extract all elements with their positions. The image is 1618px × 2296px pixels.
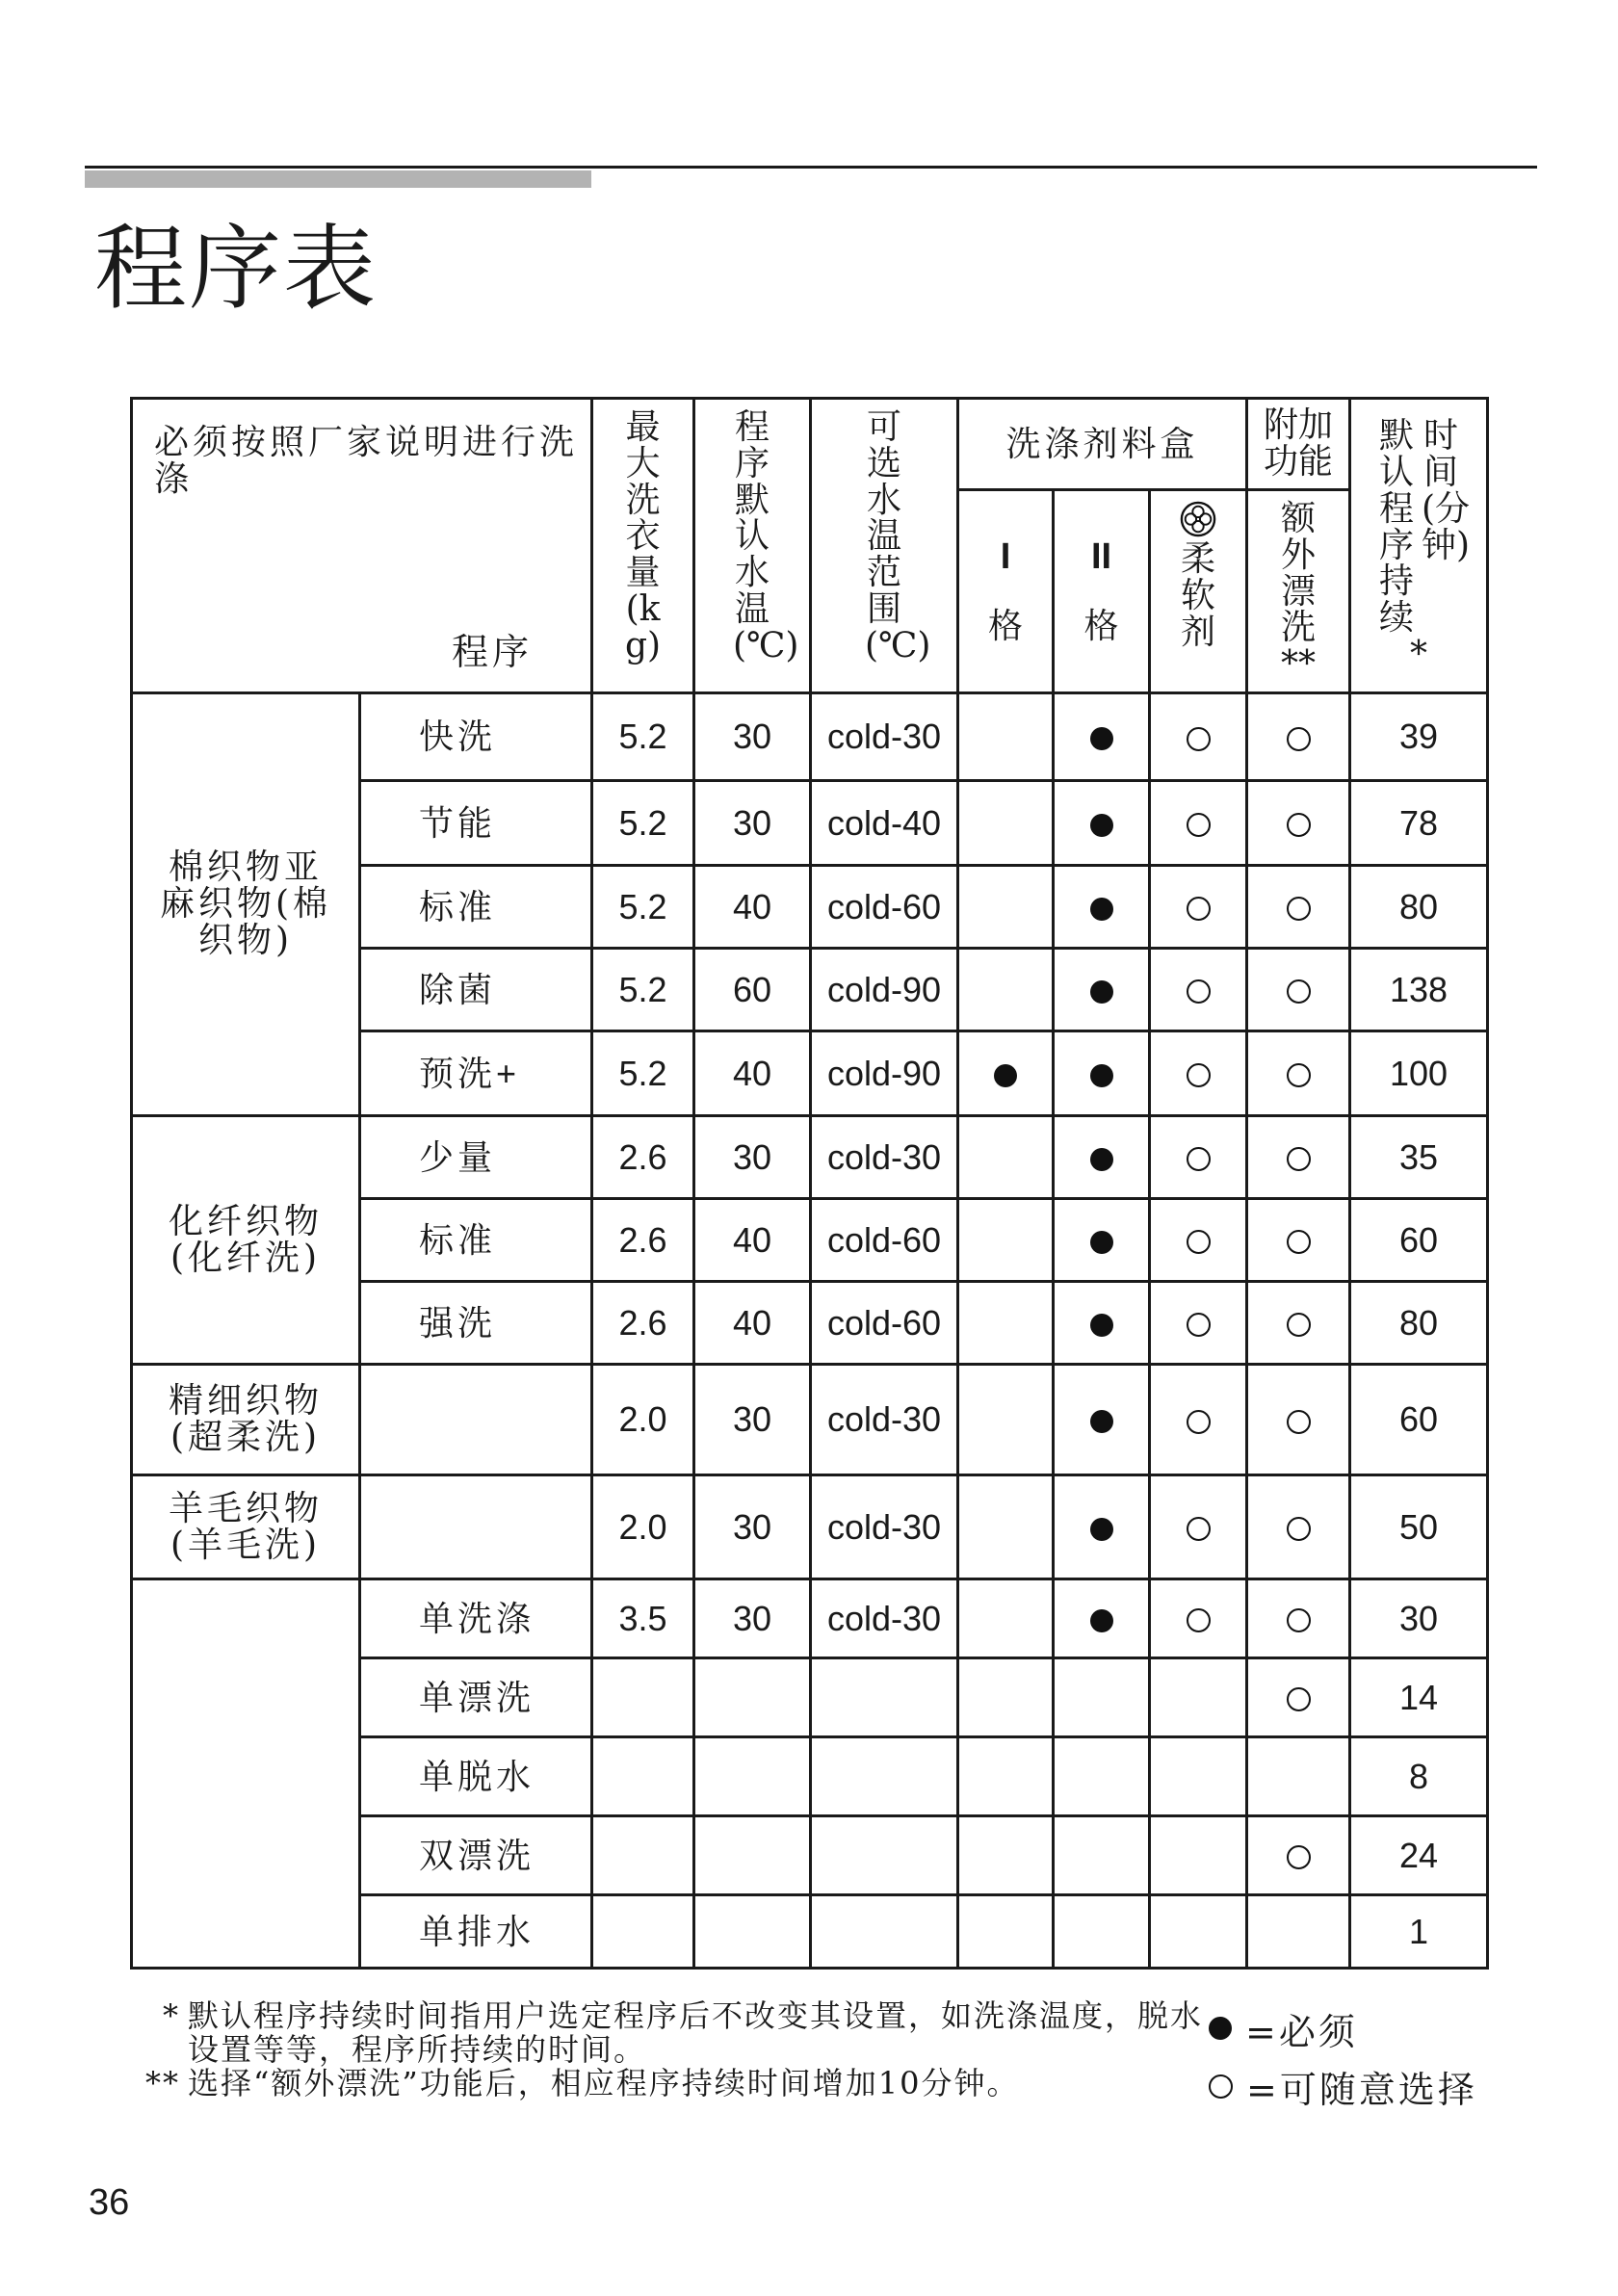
- cell-c2: [1054, 1031, 1150, 1116]
- fabric-group-cell: [132, 693, 360, 1116]
- program-name-cell: 少量: [360, 1116, 592, 1199]
- hollow-circle-icon: [1287, 727, 1311, 751]
- hollow-circle-icon: [1287, 1410, 1311, 1434]
- page-number: 36: [89, 2182, 130, 2223]
- cell-temp: [694, 1895, 811, 1969]
- cell-softener: [1150, 1658, 1247, 1737]
- cell-time: 1: [1350, 1895, 1488, 1969]
- hollow-circle-icon: [1187, 1410, 1211, 1434]
- cell-load: 5.2: [592, 866, 694, 949]
- cell-load: 2.6: [592, 1116, 694, 1199]
- cell-range: [811, 1658, 958, 1737]
- cell-load: 2.6: [592, 1282, 694, 1365]
- table-row: [132, 1579, 1488, 1658]
- table-row: [132, 1116, 1488, 1199]
- cell-temp: 40: [694, 866, 811, 949]
- hollow-circle-icon: [1287, 1687, 1311, 1711]
- filled-dot-icon: [1090, 814, 1113, 837]
- corner-program-label: 程序: [451, 631, 533, 673]
- cell-extra-rinse: [1247, 1365, 1350, 1475]
- cell-load: 3.5: [592, 1579, 694, 1658]
- filled-dot-icon: [1209, 2017, 1232, 2040]
- compartment-1-label: I: [1000, 536, 1011, 577]
- cell-time: 50: [1350, 1475, 1488, 1579]
- fabric-group-label: 精细织物(超柔洗): [168, 1381, 323, 1457]
- cell-softener: [1150, 1282, 1247, 1365]
- cell-load: 2.0: [592, 1365, 694, 1475]
- footnote-1-text: 默认程序持续时间指用户选定程序后不改变其设置，如洗涤温度，脱水设置等等，程序所持续的时间。: [188, 1997, 1204, 2069]
- header-detergent-box: 洗涤剂料盒: [958, 399, 1247, 490]
- cell-time: 60: [1350, 1365, 1488, 1475]
- fabric-group-cell: [132, 1475, 360, 1579]
- filled-dot-icon: [1090, 1609, 1113, 1632]
- header-extra-rinse-mark: **: [1281, 644, 1316, 685]
- cell-load: [592, 1895, 694, 1969]
- cell-c1: [958, 1031, 1054, 1116]
- header-rule: [85, 166, 1537, 169]
- hollow-circle-icon: [1287, 979, 1311, 1004]
- hollow-circle-icon: [1287, 1845, 1311, 1869]
- header-default-temp-text: 程序默认水温(℃): [733, 407, 799, 665]
- cell-extra-rinse: [1247, 693, 1350, 781]
- cell-c1: [958, 693, 1054, 781]
- hollow-circle-icon: [1187, 1608, 1211, 1632]
- cell-c1: [958, 866, 1054, 949]
- program-name-cell: 标准: [360, 866, 592, 949]
- cell-time: 100: [1350, 1031, 1488, 1116]
- cell-temp: [694, 1737, 811, 1816]
- cell-c1: [958, 1282, 1054, 1365]
- hollow-circle-icon: [1287, 813, 1311, 837]
- cell-c2: [1054, 1116, 1150, 1199]
- cell-extra-rinse: [1247, 1282, 1350, 1365]
- cell-load: 5.2: [592, 1031, 694, 1116]
- legend-optional: [1209, 2057, 1477, 2115]
- cell-c2: [1054, 693, 1150, 781]
- legend-required: [1209, 1999, 1477, 2057]
- cell-extra-rinse: [1247, 1031, 1350, 1116]
- program-table: [130, 397, 1489, 1970]
- hollow-circle-icon: [1187, 1230, 1211, 1254]
- table-body: [132, 693, 1488, 1969]
- cell-softener: [1150, 866, 1247, 949]
- cell-load: 2.0: [592, 1475, 694, 1579]
- cell-extra-rinse: [1247, 1895, 1350, 1969]
- cell-c2: [1054, 1199, 1150, 1282]
- header-default-time-unit: 时间(分钟): [1422, 416, 1471, 565]
- filled-dot-icon: [1090, 1518, 1113, 1541]
- program-name-cell: 单漂洗: [360, 1658, 592, 1737]
- cell-c1: [958, 1475, 1054, 1579]
- cell-time: 39: [1350, 693, 1488, 781]
- cell-temp: [694, 1658, 811, 1737]
- cell-c1: [958, 1116, 1054, 1199]
- header-default-temp: [694, 399, 811, 693]
- cell-temp: [694, 1816, 811, 1895]
- program-name-cell: [360, 1365, 592, 1475]
- footnote-2-mark: **: [145, 2065, 180, 2102]
- header-softener: [1150, 490, 1247, 693]
- filled-dot-icon: [1090, 1410, 1113, 1433]
- cell-temp: 60: [694, 949, 811, 1031]
- cell-time: 78: [1350, 781, 1488, 866]
- cell-softener: [1150, 693, 1247, 781]
- cell-softener: [1150, 1475, 1247, 1579]
- header-extra-function: [1247, 399, 1350, 490]
- hollow-circle-icon: [1187, 1063, 1211, 1087]
- fabric-group-label: 化纤织物(化纤洗): [168, 1201, 323, 1278]
- cell-softener: [1150, 1895, 1247, 1969]
- cell-softener: [1150, 1365, 1247, 1475]
- cell-range: [811, 1895, 958, 1969]
- cell-c2: [1054, 1365, 1150, 1475]
- cell-extra-rinse: [1247, 1475, 1350, 1579]
- header-default-time-text: 默认程序持续: [1378, 416, 1414, 639]
- legend: [1209, 1999, 1477, 2115]
- cell-c2: [1054, 1895, 1150, 1969]
- cell-c2: [1054, 949, 1150, 1031]
- header-max-load: [592, 399, 694, 693]
- cell-load: 2.6: [592, 1199, 694, 1282]
- cell-softener: [1150, 1737, 1247, 1816]
- hollow-circle-icon: [1187, 1313, 1211, 1337]
- hollow-circle-icon: [1287, 1517, 1311, 1541]
- cell-c1: [958, 1658, 1054, 1737]
- corner-note: 必须按照厂家说明进行洗涤: [154, 423, 579, 499]
- cell-temp: 30: [694, 781, 811, 866]
- compartment-2-label: II: [1090, 536, 1112, 577]
- filled-dot-icon: [1090, 898, 1113, 921]
- header-compartment-2: [1054, 490, 1150, 693]
- cell-c2: [1054, 781, 1150, 866]
- cell-c1: [958, 1199, 1054, 1282]
- hollow-circle-icon: [1287, 1063, 1311, 1087]
- cell-extra-rinse: [1247, 1737, 1350, 1816]
- cell-extra-rinse: [1247, 1579, 1350, 1658]
- cell-temp: 30: [694, 1579, 811, 1658]
- header-extra-rinse-text: 额外漂洗: [1280, 499, 1316, 648]
- cell-extra-rinse: [1247, 949, 1350, 1031]
- cell-temp: 30: [694, 1365, 811, 1475]
- cell-range: cold-60: [811, 1199, 958, 1282]
- cell-range: [811, 1737, 958, 1816]
- cell-range: cold-60: [811, 1282, 958, 1365]
- compartment-2-suffix: 格: [1083, 607, 1119, 646]
- program-name-cell: 单洗涤: [360, 1579, 592, 1658]
- cell-c1: [958, 1816, 1054, 1895]
- filled-dot-icon: [1090, 1148, 1113, 1171]
- header-softener-text: 柔软剂: [1180, 539, 1215, 652]
- cell-range: cold-30: [811, 1475, 958, 1579]
- program-name-cell: 单排水: [360, 1895, 592, 1969]
- cell-softener: [1150, 1816, 1247, 1895]
- hollow-circle-icon: [1187, 979, 1211, 1004]
- cell-c1: [958, 781, 1054, 866]
- cell-c2: [1054, 1737, 1150, 1816]
- program-name-cell: 标准: [360, 1199, 592, 1282]
- fabric-group-cell: [132, 1579, 360, 1969]
- filled-dot-icon: [1090, 1231, 1113, 1254]
- cell-time: 8: [1350, 1737, 1488, 1816]
- cell-load: 5.2: [592, 949, 694, 1031]
- program-name-cell: 除菌: [360, 949, 592, 1031]
- cell-range: cold-30: [811, 693, 958, 781]
- cell-temp: 30: [694, 1475, 811, 1579]
- cell-c2: [1054, 1475, 1150, 1579]
- cell-c2: [1054, 1579, 1150, 1658]
- header-max-load-text: 最大洗衣量(kg): [624, 407, 662, 665]
- cell-load: 5.2: [592, 781, 694, 866]
- cell-softener: [1150, 1116, 1247, 1199]
- hollow-circle-icon: [1187, 1147, 1211, 1171]
- cell-softener: [1150, 1579, 1247, 1658]
- cell-temp: 40: [694, 1282, 811, 1365]
- footnote-2-text: 选择“额外漂洗”功能后，相应程序持续时间增加10分钟。: [188, 2065, 1020, 2102]
- header-temp-range: [811, 399, 958, 693]
- cell-c2: [1054, 1816, 1150, 1895]
- hollow-circle-icon: [1209, 2074, 1233, 2099]
- footnote-1-mark: *: [163, 1997, 180, 2034]
- page-title: 程序表: [94, 215, 378, 323]
- hollow-circle-icon: [1287, 1147, 1311, 1171]
- cell-range: cold-30: [811, 1365, 958, 1475]
- cell-temp: 40: [694, 1199, 811, 1282]
- footnote-2: [130, 2067, 1209, 2100]
- table-row: [132, 693, 1488, 781]
- cell-extra-rinse: [1247, 1199, 1350, 1282]
- hollow-circle-icon: [1287, 897, 1311, 921]
- fabric-group-label: 羊毛织物(羊毛洗): [168, 1488, 323, 1565]
- header-accent-bar: [85, 170, 591, 188]
- cell-extra-rinse: [1247, 1116, 1350, 1199]
- cell-c1: [958, 1579, 1054, 1658]
- fabric-group-cell: [132, 1116, 360, 1365]
- cell-time: 138: [1350, 949, 1488, 1031]
- cell-range: cold-30: [811, 1579, 958, 1658]
- cell-softener: [1150, 1031, 1247, 1116]
- hollow-circle-icon: [1187, 1517, 1211, 1541]
- program-name-cell: 双漂洗: [360, 1816, 592, 1895]
- cell-softener: [1150, 781, 1247, 866]
- cell-time: 80: [1350, 866, 1488, 949]
- cell-c2: [1054, 1282, 1150, 1365]
- cell-load: [592, 1737, 694, 1816]
- program-name-cell: 预洗+: [360, 1031, 592, 1116]
- cell-c1: [958, 1365, 1054, 1475]
- cell-temp: 40: [694, 1031, 811, 1116]
- flower-icon: [1180, 501, 1216, 537]
- cell-time: 35: [1350, 1116, 1488, 1199]
- cell-range: cold-40: [811, 781, 958, 866]
- cell-c1: [958, 1895, 1054, 1969]
- hollow-circle-icon: [1187, 727, 1211, 751]
- cell-load: [592, 1658, 694, 1737]
- cell-temp: 30: [694, 1116, 811, 1199]
- cell-range: [811, 1816, 958, 1895]
- table-row: [132, 1475, 1488, 1579]
- footnotes: [130, 1999, 1209, 2101]
- cell-extra-rinse: [1247, 781, 1350, 866]
- header-compartment-1: [958, 490, 1054, 693]
- cell-range: cold-90: [811, 1031, 958, 1116]
- hollow-circle-icon: [1187, 813, 1211, 837]
- filled-dot-icon: [1090, 980, 1113, 1004]
- header-default-time-mark: *: [1410, 634, 1427, 674]
- cell-c1: [958, 949, 1054, 1031]
- cell-extra-rinse: [1247, 866, 1350, 949]
- hollow-circle-icon: [1187, 897, 1211, 921]
- program-name-cell: 快洗: [360, 693, 592, 781]
- cell-range: cold-30: [811, 1116, 958, 1199]
- filled-dot-icon: [1090, 727, 1113, 750]
- legend-optional-text: =可随意选择: [1246, 2068, 1477, 2111]
- cell-temp: 30: [694, 693, 811, 781]
- cell-range: cold-90: [811, 949, 958, 1031]
- program-name-cell: 强洗: [360, 1282, 592, 1365]
- legend-required-text: =必须: [1245, 2010, 1358, 2053]
- table-row: [132, 1365, 1488, 1475]
- cell-c2: [1054, 866, 1150, 949]
- cell-time: 60: [1350, 1199, 1488, 1282]
- cell-softener: [1150, 1199, 1247, 1282]
- corner-header-cell: [132, 399, 592, 693]
- hollow-circle-icon: [1287, 1608, 1311, 1632]
- filled-dot-icon: [994, 1064, 1017, 1087]
- program-name-cell: 单脱水: [360, 1737, 592, 1816]
- header-extra-rinse: [1247, 490, 1350, 693]
- cell-extra-rinse: [1247, 1658, 1350, 1737]
- header-extra-function-text: 附加功能: [1263, 405, 1333, 482]
- fabric-group-cell: [132, 1365, 360, 1475]
- footnote-1: [130, 1999, 1209, 2067]
- hollow-circle-icon: [1287, 1313, 1311, 1337]
- header-default-time: [1350, 399, 1488, 693]
- program-name-cell: [360, 1475, 592, 1579]
- cell-load: 5.2: [592, 693, 694, 781]
- cell-time: 14: [1350, 1658, 1488, 1737]
- cell-extra-rinse: [1247, 1816, 1350, 1895]
- cell-time: 80: [1350, 1282, 1488, 1365]
- cell-time: 30: [1350, 1579, 1488, 1658]
- filled-dot-icon: [1090, 1314, 1113, 1337]
- cell-c1: [958, 1737, 1054, 1816]
- cell-load: [592, 1816, 694, 1895]
- hollow-circle-icon: [1287, 1230, 1311, 1254]
- cell-softener: [1150, 949, 1247, 1031]
- compartment-1-suffix: 格: [987, 607, 1023, 646]
- filled-dot-icon: [1090, 1064, 1113, 1087]
- cell-c2: [1054, 1658, 1150, 1737]
- header-temp-range-text: 可选水温范围(℃): [865, 407, 931, 665]
- cell-time: 24: [1350, 1816, 1488, 1895]
- fabric-group-label: 棉织物亚麻织物(棉织物): [159, 848, 332, 960]
- cell-range: cold-60: [811, 866, 958, 949]
- program-name-cell: 节能: [360, 781, 592, 866]
